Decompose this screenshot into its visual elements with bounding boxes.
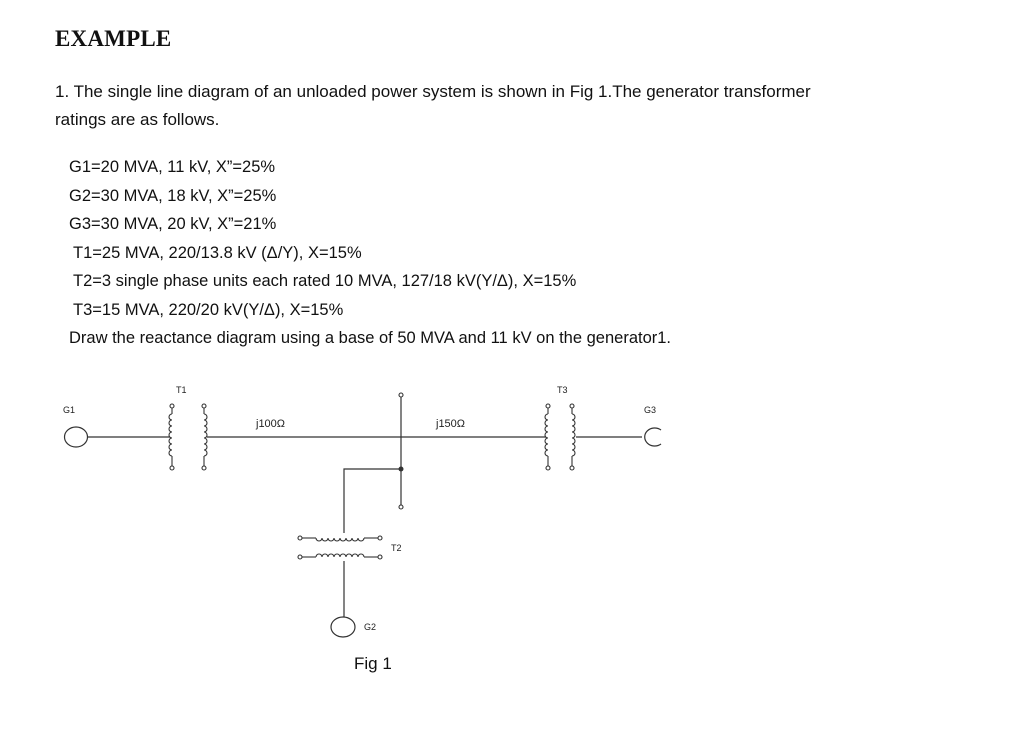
generator-g2-symbol [331,617,355,637]
g1-label: G1 [63,405,76,415]
generator-g3-symbol [645,428,661,446]
rating-g1: G1=20 MVA, 11 kV, X”=25% [69,158,276,176]
rating-g2: G2=30 MVA, 18 kV, X”=25% [69,186,277,205]
transformer-t2-symbol [298,536,382,559]
heading: EXAMPLE [55,26,172,51]
intro-line-2: ratings are as follows. [55,110,220,129]
wire-bus-t2 [344,469,401,533]
t1-label: T1 [176,385,187,395]
t2-label: T2 [391,543,402,553]
rating-t2: T2=3 single phase units each rated 10 MVA, 127/18 kV(Y/Δ), X=15% [73,272,577,290]
rating-t1: T1=25 MVA, 220/13.8 kV (Δ/Y), X=15% [73,243,362,262]
intro-line-1: 1. The single line diagram of an unloaded power system is shown in Fig 1.The generator transformer [55,82,811,101]
bus-top-terminal [399,393,403,397]
g2-label: G2 [364,622,377,632]
generator-g1-symbol [65,427,88,447]
line1-impedance-label: j100Ω [256,418,286,430]
transformer-t3-symbol [545,404,575,470]
g3-label: G3 [644,405,657,415]
figure-caption: Fig 1 [354,654,392,673]
t3-label: T3 [557,385,568,395]
bus-bottom-terminal [399,505,403,509]
instruction: Draw the reactance diagram using a base of 50 MVA and 11 kV on the generator1. [69,329,672,347]
rating-t3: T3=15 MVA, 220/20 kV(Y/Δ), X=15% [73,300,344,319]
line2-impedance-label: j150Ω [436,418,466,430]
rating-g3: G3=30 MVA, 20 kV, X”=21% [69,215,277,233]
transformer-t1-symbol [169,404,207,470]
